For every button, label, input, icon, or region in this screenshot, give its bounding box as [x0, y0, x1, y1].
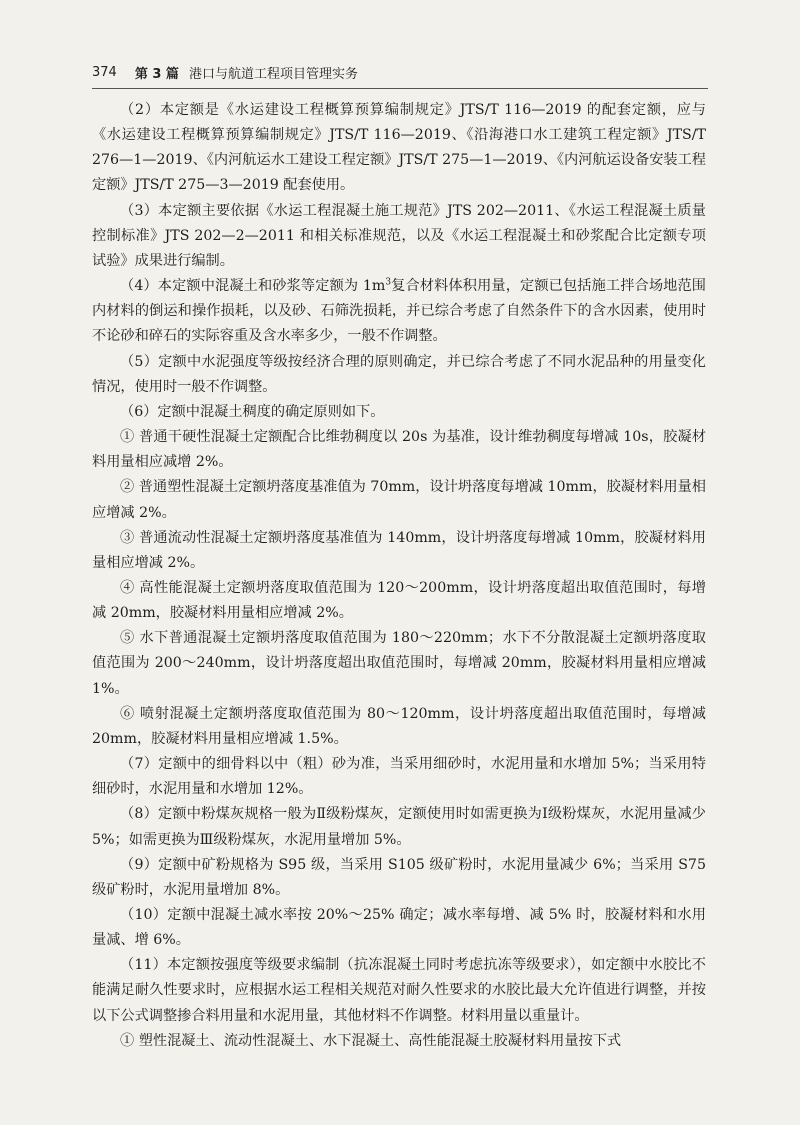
paragraph-4-part-2: 复合材料体积用量，定额已包括施工拌合场地范围内材料的倒运和操作损耗，以及砂、石筛洗损耗，并已综合考虑了自然条件下的含水因素，使用时不论砂和碎石的实际容重及含水率多少，一般不作调整。	[92, 278, 706, 345]
paragraph-10: （10）定额中混凝土减水率按 20%～25% 确定；减水率每增、减 5% 时，胶凝材料和水用量减、增 6%。	[92, 907, 706, 949]
item-11-1: ① 塑性混凝土、流动性混凝土、水下混凝土、高性能混凝土胶凝材料用量按下式	[120, 1032, 622, 1049]
item-6-5: ⑤ 水下普通混凝土定额坍落度取值范围为 180～220mm；水下不分散混凝土定额坍落度取值范围为 200～240mm，设计坍落度超出取值范围时，每增减 20mm，胶凝材料用量相应增减 1%。	[92, 630, 706, 697]
paragraph-6: （6）定额中混凝土稠度的确定原则如下。	[120, 403, 385, 420]
paragraph-11: （11）本定额按强度等级要求编制（抗冻混凝土同时考虑抗冻等级要求），如定额中水胶比不能满足耐久性要求时，应根据水运工程相关规范对耐久性要求的水胶比最大允许值进行调整，并按以下公式调整掺合料用量和水泥用量，其他材料不作调整。材料用量以重量计。	[92, 957, 706, 1024]
item-6-1: ① 普通干硬性混凝土定额配合比维勃稠度以 20s 为基准，设计维勃稠度每增减 10s，胶凝材料用量相应减增 2%。	[92, 429, 706, 471]
book-title: 港口与航道工程项目管理实务	[188, 66, 358, 82]
paragraph-2: （2）本定额是《水运建设工程概算预算编制规定》JTS/T 116—2019 的配套定额，应与《水运建设工程概算预算编制规定》JTS/T 116—2019、《沿海港口水工建筑工程定额》JTS/T 276—1—2019、《内河航运水工建设工程定额》JTS/T 275—1—2019、《内河航运设备安装工程定额》JTS/T 275—3—2019 配套使用。	[92, 102, 706, 194]
item-6-4: ④ 高性能混凝土定额坍落度取值范围为 120～200mm，设计坍落度超出取值范围时，每增减 20mm，胶凝材料用量相应增减 2%。	[92, 579, 706, 622]
paragraph-4	[92, 274, 706, 349]
item-6-2: ② 普通塑性混凝土定额坍落度基准值为 70mm，设计坍落度每增减 10mm，胶凝材料用量相应增减 2%。	[92, 479, 706, 521]
paragraph-4-part-1: （4）本定额中混凝土和砂浆等定额为 1m	[120, 278, 386, 295]
header-rule	[92, 88, 708, 89]
paragraph-7: （7）定额中的细骨料以中（粗）砂为准，当采用细砂时，水泥用量和水增加 5%；当采用特细砂时，水泥用量和水增加 12%。	[92, 756, 706, 798]
paragraph-9: （9）定额中矿粉规格为 S95 级，当采用 S105 级矿粉时，水泥用量减少 6%；当采用 S75 级矿粉时，水泥用量增加 8%。	[92, 856, 706, 898]
item-6-3: ③ 普通流动性混凝土定额坍落度基准值为 140mm，设计坍落度每增减 10mm，胶凝材料用量相应增减 2%。	[92, 529, 706, 571]
paragraph-5: （5）定额中水泥强度等级按经济合理的原则确定，并已综合考虑了不同水泥品种的用量变化情况，使用时一般不作调整。	[92, 353, 706, 395]
paragraph-3: （3）本定额主要依据《水运工程混凝土施工规范》JTS 202—2011、《水运工程混凝土质量控制标准》JTS 202—2—2011 和相关标准规范，以及《水运工程混凝土和砂浆配合比定额专项试验》成果进行编制。	[92, 202, 706, 269]
body-text	[92, 98, 706, 1054]
item-6-6: ⑥ 喷射混凝土定额坍落度取值范围为 80～120mm，设计坍落度超出取值范围时，每增减 20mm，胶凝材料用量相应增减 1.5%。	[92, 705, 706, 747]
paragraph-8: （8）定额中粉煤灰规格一般为Ⅱ级粉煤灰，定额使用时如需更换为Ⅰ级粉煤灰，水泥用量减少 5%；如需更换为Ⅲ级粉煤灰，水泥用量增加 5%。	[92, 806, 706, 848]
page-number: 374	[92, 64, 117, 80]
part-label: 第 3 篇	[134, 66, 179, 82]
running-header	[92, 58, 712, 86]
superscript-cubic: 3	[385, 277, 392, 288]
